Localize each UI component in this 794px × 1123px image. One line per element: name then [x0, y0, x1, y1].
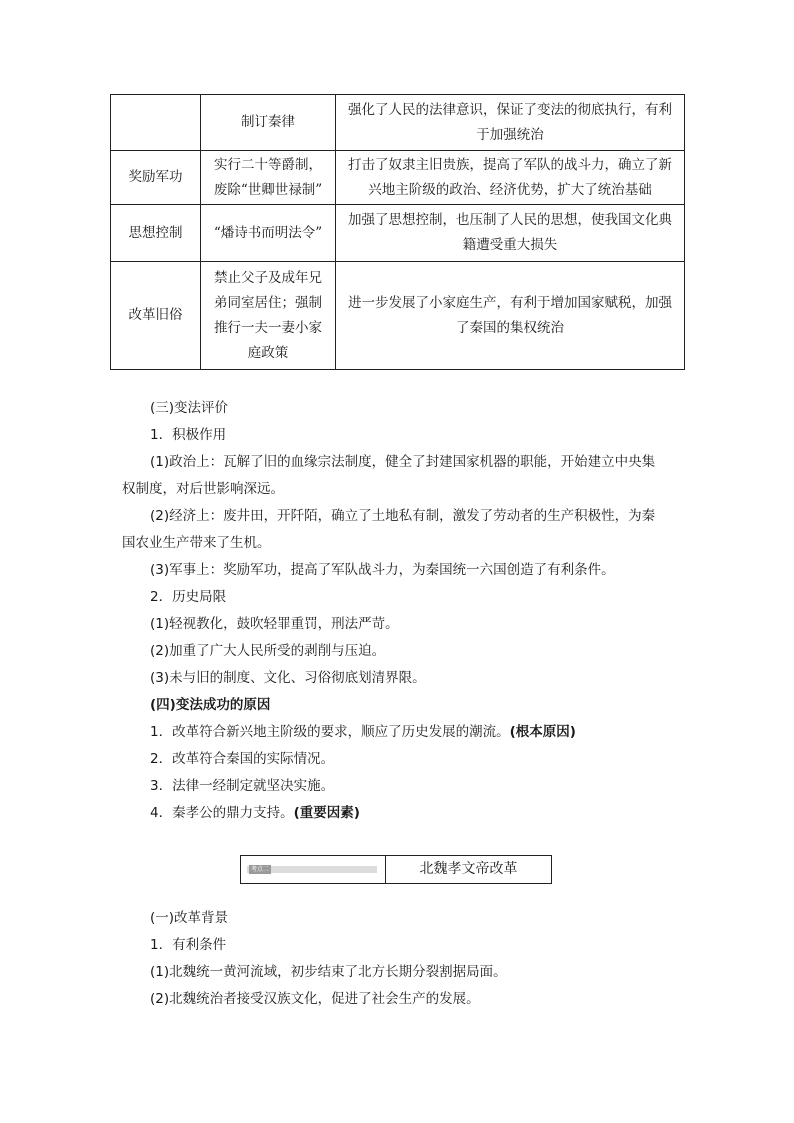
reform-measures-table	[110, 94, 685, 370]
category-text: 思想控制	[128, 224, 183, 241]
table-cell-measure	[201, 95, 336, 151]
section-tag-banner	[241, 856, 386, 883]
table-cell-category	[111, 95, 201, 151]
effect-line: 加强了思想控制，也压制了人民的思想，使我国文化典	[348, 212, 672, 228]
background-item-2: (2)北魏统治者接受汉族文化，促进了社会生产的发展。	[150, 991, 480, 1007]
table-row	[111, 95, 685, 151]
limit-item-3: (3)未与旧的制度、文化、习俗彻底划清界限。	[150, 670, 426, 686]
table-cell-measure	[201, 262, 336, 370]
politics-line-2: 权制度，对后世影响深远。	[122, 481, 284, 497]
reason-note: (根本原因)	[509, 724, 576, 740]
limit-item-2: (2)加重了广大人民所受的剥削与压迫。	[150, 643, 386, 659]
table-cell-measure	[201, 205, 336, 262]
effect-line: 籍遭受重大损失	[462, 237, 558, 253]
economy-line-2: 国农业生产带来了生机。	[122, 535, 271, 551]
success-heading: (四)变法成功的原因	[150, 697, 271, 713]
measure-line: 弟同室居住；强制	[214, 294, 322, 311]
table-cell-effect	[336, 95, 685, 151]
limits-heading: 2．历史局限	[150, 589, 227, 605]
table-row	[111, 151, 685, 205]
table-cell-effect	[336, 205, 685, 262]
measure-line: 推行一夫一妻小家	[214, 319, 322, 336]
measure-text: “燔诗书而明法令”	[213, 224, 323, 241]
background-item-1: (1)北魏统一黄河流域，初步结束了北方长期分裂割据局面。	[150, 964, 507, 980]
table-cell-effect	[336, 151, 685, 205]
category-text: 奖励军功	[128, 169, 183, 185]
success-reason-2: 2．改革符合秦国的实际情况。	[150, 751, 335, 767]
effect-line: 了秦国的集权统治	[456, 319, 564, 336]
measure-line: 禁止父子及成年兄	[214, 269, 322, 286]
measure-line: 实行二十等爵制，	[214, 156, 322, 173]
effect-line: 于加强统治	[476, 126, 544, 143]
limit-item-1: (1)轻视教化，鼓吹轻罪重罚，刑法严苛。	[150, 616, 399, 632]
reason-note: (重要因素)	[293, 805, 360, 821]
military-line: (3)军事上：奖励军功，提高了军队战斗力，为秦国统一六国创造了有利条件。	[150, 562, 615, 578]
economy-line-1: (2)经济上：废井田，开阡陌，确立了土地私有制，激发了劳动者的生产积极性，为秦	[150, 508, 656, 524]
measure-line: 废除“世卿世禄制”	[213, 181, 323, 198]
table-cell-category	[111, 262, 201, 370]
section-tag-label: 考点二	[251, 866, 270, 873]
table-row	[111, 262, 685, 370]
effect-line: 进一步发展了小家庭生产，有利于增加国家赋税，加强	[348, 294, 672, 311]
table-row	[111, 205, 685, 262]
positive-heading: 1．积极作用	[150, 427, 227, 443]
table-cell-measure	[201, 151, 336, 205]
category-text: 改革旧俗	[128, 307, 183, 323]
reason-text: 1．改革符合新兴地主阶级的要求，顺应了历史发展的潮流。	[150, 724, 510, 740]
success-reason-4	[150, 803, 360, 823]
reason-text: 4．秦孝公的鼎力支持。	[150, 805, 294, 821]
section-header-box	[240, 855, 552, 884]
background-heading: (一)改革背景	[150, 910, 229, 926]
table-cell-category	[111, 205, 201, 262]
effect-line: 强化了人民的法律意识，保证了变法的彻底执行，有利	[348, 101, 672, 118]
evaluation-heading: (三)变法评价	[150, 400, 229, 416]
success-reason-3: 3．法律一经制定就坚决实施。	[150, 778, 335, 794]
politics-line-1: (1)政治上：瓦解了旧的血缘宗法制度，健全了封建国家机器的职能，开始建立中央集	[150, 454, 656, 470]
table-cell-effect	[336, 262, 685, 370]
success-reason-1	[150, 722, 576, 742]
measure-text: 制订秦律	[241, 114, 295, 130]
measure-line: 庭政策	[247, 344, 289, 361]
section-title: 北魏孝文帝改革	[419, 861, 518, 877]
effect-line: 打击了奴隶主旧贵族，提高了军队的战斗力，确立了新	[348, 156, 672, 173]
effect-line: 兴地主阶级的政治、经济优势，扩大了统治基础	[368, 181, 652, 198]
table-cell-category	[111, 151, 201, 205]
favorable-heading: 1．有利条件	[150, 937, 227, 953]
